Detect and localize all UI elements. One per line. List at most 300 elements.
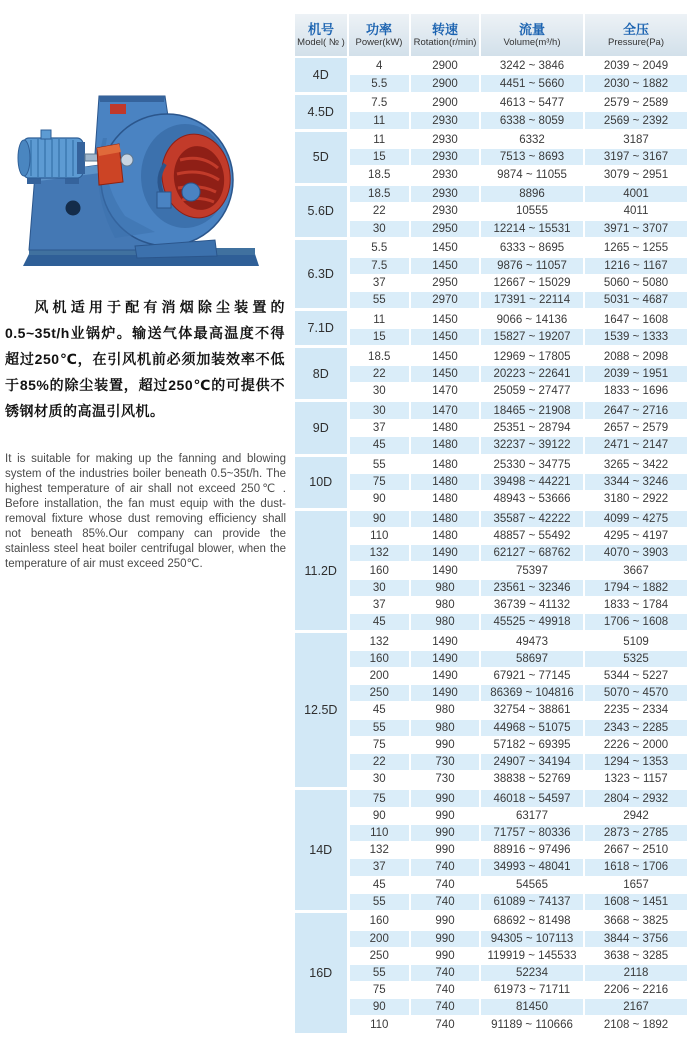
volume-cell: 35587 ~ 42222 [480, 509, 584, 527]
description-chinese: 风机适用于配有消烟除尘装置的0.5~35t/h业锅炉。输送气体最高温度不得超过250℃，在引风机前必须加装效率不低于85%的除尘装置，超过250℃的可提供不锈钢材质的高温引风机。 [5, 299, 285, 419]
rotation-cell: 2900 [410, 57, 480, 75]
spec-row [294, 382, 688, 400]
power-cell: 55 [348, 965, 410, 982]
spec-row [294, 912, 688, 930]
rotation-cell: 730 [410, 770, 480, 788]
spec-row [294, 753, 688, 770]
column-header-0: 机号 Model( № ) [294, 13, 348, 57]
volume-cell: 91189 ~ 110666 [480, 1016, 584, 1034]
power-cell: 30 [348, 770, 410, 788]
spec-row [294, 632, 688, 650]
spec-row [294, 736, 688, 753]
rotation-cell: 2970 [410, 291, 480, 309]
volume-cell: 61973 ~ 71711 [480, 982, 584, 999]
rotation-cell: 1490 [410, 545, 480, 562]
rotation-cell: 990 [410, 842, 480, 859]
spec-row [294, 685, 688, 702]
volume-cell: 6332 [480, 130, 584, 148]
power-cell: 37 [348, 419, 410, 436]
column-header-4: 全压 Pressure(Pa) [584, 13, 688, 57]
rotation-cell: 1470 [410, 401, 480, 419]
spec-row [294, 347, 688, 365]
volume-cell: 81450 [480, 999, 584, 1016]
pressure-cell: 2088 ~ 2098 [584, 347, 688, 365]
pressure-cell: 5109 [584, 632, 688, 650]
volume-cell: 12667 ~ 15029 [480, 274, 584, 291]
volume-cell: 17391 ~ 22114 [480, 291, 584, 309]
pressure-cell: 4001 [584, 184, 688, 202]
pressure-cell: 1323 ~ 1157 [584, 770, 688, 788]
power-cell: 18.5 [348, 347, 410, 365]
pressure-cell: 2579 ~ 2589 [584, 93, 688, 111]
power-cell: 22 [348, 365, 410, 382]
rotation-cell: 990 [410, 947, 480, 964]
spec-table [293, 12, 689, 1034]
spec-row [294, 310, 688, 328]
pressure-cell: 3667 [584, 562, 688, 579]
pressure-cell: 2667 ~ 2510 [584, 842, 688, 859]
rotation-cell: 2930 [410, 166, 480, 184]
volume-cell: 34993 ~ 48041 [480, 859, 584, 876]
pressure-cell: 5325 [584, 650, 688, 667]
pressure-cell: 3197 ~ 3167 [584, 149, 688, 166]
rotation-cell: 1480 [410, 455, 480, 473]
power-cell: 110 [348, 528, 410, 545]
volume-cell: 23561 ~ 32346 [480, 579, 584, 596]
rotation-cell: 990 [410, 789, 480, 807]
rotation-cell: 1450 [410, 365, 480, 382]
pressure-cell: 5344 ~ 5227 [584, 668, 688, 685]
volume-cell: 75397 [480, 562, 584, 579]
pressure-cell: 1608 ~ 1451 [584, 893, 688, 911]
pressure-cell: 4070 ~ 3903 [584, 545, 688, 562]
spec-row [294, 579, 688, 596]
volume-cell: 49473 [480, 632, 584, 650]
power-cell: 55 [348, 893, 410, 911]
spec-row [294, 702, 688, 719]
pressure-cell: 1539 ~ 1333 [584, 328, 688, 346]
spec-row [294, 455, 688, 473]
rotation-cell: 980 [410, 719, 480, 736]
power-cell: 15 [348, 328, 410, 346]
volume-cell: 46018 ~ 54597 [480, 789, 584, 807]
power-cell: 55 [348, 455, 410, 473]
volume-cell: 61089 ~ 74137 [480, 893, 584, 911]
rotation-cell: 740 [410, 893, 480, 911]
rotation-cell: 2950 [410, 220, 480, 238]
volume-cell: 119919 ~ 145533 [480, 947, 584, 964]
spec-row [294, 596, 688, 613]
model-cell-4D: 4D [294, 57, 348, 93]
spec-row [294, 719, 688, 736]
model-cell-5D: 5D [294, 130, 348, 184]
rotation-cell: 2900 [410, 75, 480, 93]
power-cell: 37 [348, 859, 410, 876]
rotation-cell: 990 [410, 825, 480, 842]
pressure-cell: 1657 [584, 876, 688, 893]
spec-row [294, 57, 688, 75]
pressure-cell: 4011 [584, 203, 688, 220]
rotation-cell: 2930 [410, 149, 480, 166]
power-cell: 75 [348, 982, 410, 999]
rotation-cell: 1490 [410, 668, 480, 685]
rotation-cell: 2930 [410, 184, 480, 202]
power-cell: 45 [348, 876, 410, 893]
volume-cell: 63177 [480, 807, 584, 824]
model-cell-11.2D: 11.2D [294, 509, 348, 632]
model-cell-4.5D: 4.5D [294, 93, 348, 130]
power-cell: 5.5 [348, 75, 410, 93]
rotation-cell: 1480 [410, 509, 480, 527]
pressure-cell: 2804 ~ 2932 [584, 789, 688, 807]
volume-cell: 25351 ~ 28794 [480, 419, 584, 436]
rotation-cell: 1450 [410, 257, 480, 274]
description-english: It is suitable for making up the fanning and blowing system of the industries boiler beneath 0.5~35t/h. The highest temperature of air shall not exceed 250℃ . Before installation, the fan must equip with the dust-removal fixture whose dust removing efficiency shall not beneath 85%.Our company can provide the stainless steel heat boiler centrifugal blower, when the temperature of air must exceed 250℃. [5, 453, 286, 570]
spec-row [294, 807, 688, 824]
power-cell: 55 [348, 291, 410, 309]
rotation-cell: 980 [410, 579, 480, 596]
pressure-cell: 3971 ~ 3707 [584, 220, 688, 238]
power-cell: 30 [348, 579, 410, 596]
volume-cell: 9876 ~ 11057 [480, 257, 584, 274]
power-cell: 132 [348, 632, 410, 650]
volume-cell: 18465 ~ 21908 [480, 401, 584, 419]
spec-row [294, 613, 688, 631]
pressure-cell: 2343 ~ 2285 [584, 719, 688, 736]
spec-row [294, 770, 688, 788]
spec-row [294, 876, 688, 893]
volume-cell: 20223 ~ 22641 [480, 365, 584, 382]
volume-cell: 3242 ~ 3846 [480, 57, 584, 75]
model-cell-16D: 16D [294, 912, 348, 1034]
power-cell: 4 [348, 57, 410, 75]
rotation-cell: 2900 [410, 93, 480, 111]
pressure-cell: 2942 [584, 807, 688, 824]
rotation-cell: 1470 [410, 382, 480, 400]
model-cell-9D: 9D [294, 401, 348, 455]
volume-cell: 44968 ~ 51075 [480, 719, 584, 736]
model-cell-5.6D: 5.6D [294, 184, 348, 238]
column-header-1: 功率 Power(kW) [348, 13, 410, 57]
power-cell: 11 [348, 310, 410, 328]
spec-row [294, 437, 688, 455]
rotation-cell: 1480 [410, 474, 480, 491]
rotation-cell: 1490 [410, 650, 480, 667]
pressure-cell: 2167 [584, 999, 688, 1016]
pressure-cell: 1294 ~ 1353 [584, 753, 688, 770]
power-cell: 18.5 [348, 166, 410, 184]
pressure-cell: 3638 ~ 3285 [584, 947, 688, 964]
pressure-cell: 3265 ~ 3422 [584, 455, 688, 473]
spec-row [294, 789, 688, 807]
power-cell: 160 [348, 912, 410, 930]
pressure-cell: 5031 ~ 4687 [584, 291, 688, 309]
volume-cell: 48857 ~ 55492 [480, 528, 584, 545]
rotation-cell: 740 [410, 999, 480, 1016]
volume-cell: 58697 [480, 650, 584, 667]
spec-row [294, 509, 688, 527]
spec-row [294, 291, 688, 309]
volume-cell: 9066 ~ 14136 [480, 310, 584, 328]
power-cell: 250 [348, 685, 410, 702]
pressure-cell: 2118 [584, 965, 688, 982]
power-cell: 160 [348, 650, 410, 667]
rotation-cell: 740 [410, 859, 480, 876]
power-cell: 200 [348, 668, 410, 685]
volume-cell: 52234 [480, 965, 584, 982]
spec-row [294, 257, 688, 274]
power-cell: 30 [348, 382, 410, 400]
rotation-cell: 2950 [410, 274, 480, 291]
rotation-cell: 1450 [410, 239, 480, 257]
rotation-cell: 1450 [410, 328, 480, 346]
power-cell: 45 [348, 437, 410, 455]
pressure-cell: 2039 ~ 1951 [584, 365, 688, 382]
volume-cell: 48943 ~ 53666 [480, 491, 584, 509]
spec-row [294, 220, 688, 238]
rotation-cell: 1450 [410, 347, 480, 365]
rotation-cell: 1480 [410, 437, 480, 455]
volume-cell: 57182 ~ 69395 [480, 736, 584, 753]
volume-cell: 67921 ~ 77145 [480, 668, 584, 685]
volume-cell: 9874 ~ 11055 [480, 166, 584, 184]
spec-row [294, 545, 688, 562]
model-cell-10D: 10D [294, 455, 348, 509]
power-cell: 132 [348, 842, 410, 859]
fan-label [110, 104, 126, 114]
pressure-cell: 1647 ~ 1608 [584, 310, 688, 328]
rotation-cell: 730 [410, 753, 480, 770]
volume-cell: 10555 [480, 203, 584, 220]
rotation-cell: 990 [410, 930, 480, 947]
volume-cell: 54565 [480, 876, 584, 893]
spec-row [294, 562, 688, 579]
pressure-cell: 2569 ~ 2392 [584, 112, 688, 130]
model-cell-14D: 14D [294, 789, 348, 912]
power-cell: 7.5 [348, 257, 410, 274]
power-cell: 11 [348, 112, 410, 130]
spec-row [294, 112, 688, 130]
spec-row [294, 474, 688, 491]
rotation-cell: 2930 [410, 203, 480, 220]
power-cell: 110 [348, 825, 410, 842]
rotation-cell: 2930 [410, 112, 480, 130]
volume-cell: 7513 ~ 8693 [480, 149, 584, 166]
spec-row [294, 1016, 688, 1034]
rotation-cell: 1480 [410, 419, 480, 436]
power-cell: 75 [348, 789, 410, 807]
rotation-cell: 1450 [410, 310, 480, 328]
pressure-cell: 1706 ~ 1608 [584, 613, 688, 631]
pressure-cell: 4295 ~ 4197 [584, 528, 688, 545]
spec-row [294, 965, 688, 982]
power-cell: 37 [348, 596, 410, 613]
power-cell: 90 [348, 509, 410, 527]
power-cell: 90 [348, 807, 410, 824]
pressure-cell: 2206 ~ 2216 [584, 982, 688, 999]
pressure-cell: 2226 ~ 2000 [584, 736, 688, 753]
pressure-cell: 2657 ~ 2579 [584, 419, 688, 436]
spec-row [294, 999, 688, 1016]
model-cell-8D: 8D [294, 347, 348, 401]
pressure-cell: 1794 ~ 1882 [584, 579, 688, 596]
pressure-cell: 3180 ~ 2922 [584, 491, 688, 509]
volume-cell: 25059 ~ 27477 [480, 382, 584, 400]
pressure-cell: 5060 ~ 5080 [584, 274, 688, 291]
volume-cell: 8896 [480, 184, 584, 202]
power-cell: 30 [348, 401, 410, 419]
rotation-cell: 990 [410, 807, 480, 824]
fan-product-image [15, 88, 277, 282]
pressure-cell: 3344 ~ 3246 [584, 474, 688, 491]
spec-row [294, 491, 688, 509]
spec-row [294, 419, 688, 436]
volume-cell: 12214 ~ 15531 [480, 220, 584, 238]
volume-cell: 39498 ~ 44221 [480, 474, 584, 491]
power-cell: 45 [348, 702, 410, 719]
volume-cell: 4451 ~ 5660 [480, 75, 584, 93]
power-cell: 5.5 [348, 239, 410, 257]
fan-image-svg [15, 88, 277, 282]
spec-row [294, 365, 688, 382]
pressure-cell: 2030 ~ 1882 [584, 75, 688, 93]
power-cell: 55 [348, 719, 410, 736]
power-cell: 7.5 [348, 93, 410, 111]
rotation-cell: 740 [410, 1016, 480, 1034]
column-header-2: 转速 Rotation(r/min) [410, 13, 480, 57]
spec-row [294, 184, 688, 202]
power-cell: 75 [348, 474, 410, 491]
volume-cell: 24907 ~ 34194 [480, 753, 584, 770]
volume-cell: 36739 ~ 41132 [480, 596, 584, 613]
rotation-cell: 2930 [410, 130, 480, 148]
rotation-cell: 740 [410, 965, 480, 982]
rotation-cell: 1490 [410, 632, 480, 650]
power-cell: 200 [348, 930, 410, 947]
volume-cell: 68692 ~ 81498 [480, 912, 584, 930]
power-cell: 132 [348, 545, 410, 562]
power-cell: 22 [348, 203, 410, 220]
spec-row [294, 930, 688, 947]
pressure-cell: 1618 ~ 1706 [584, 859, 688, 876]
pressure-cell: 1216 ~ 1167 [584, 257, 688, 274]
pressure-cell: 1265 ~ 1255 [584, 239, 688, 257]
volume-cell: 32237 ~ 39122 [480, 437, 584, 455]
volume-cell: 94305 ~ 107113 [480, 930, 584, 947]
volume-cell: 25330 ~ 34775 [480, 455, 584, 473]
pressure-cell: 2235 ~ 2334 [584, 702, 688, 719]
spec-row [294, 825, 688, 842]
volume-cell: 4613 ~ 5477 [480, 93, 584, 111]
volume-cell: 38838 ~ 52769 [480, 770, 584, 788]
model-cell-12.5D: 12.5D [294, 632, 348, 789]
spec-row [294, 842, 688, 859]
pressure-cell: 3668 ~ 3825 [584, 912, 688, 930]
volume-cell: 6338 ~ 8059 [480, 112, 584, 130]
volume-cell: 71757 ~ 80336 [480, 825, 584, 842]
rotation-cell: 740 [410, 876, 480, 893]
pressure-cell: 2647 ~ 2716 [584, 401, 688, 419]
spec-row [294, 650, 688, 667]
spec-row [294, 166, 688, 184]
pressure-cell: 3844 ~ 3756 [584, 930, 688, 947]
pressure-cell: 3187 [584, 130, 688, 148]
pressure-cell: 1833 ~ 1784 [584, 596, 688, 613]
model-cell-6.3D: 6.3D [294, 239, 348, 310]
pressure-cell: 4099 ~ 4275 [584, 509, 688, 527]
spec-row [294, 130, 688, 148]
rotation-cell: 980 [410, 702, 480, 719]
spec-table-container [293, 12, 687, 1034]
model-cell-7.1D: 7.1D [294, 310, 348, 347]
volume-cell: 15827 ~ 19207 [480, 328, 584, 346]
spec-row [294, 528, 688, 545]
spec-row [294, 668, 688, 685]
power-cell: 11 [348, 130, 410, 148]
spec-row [294, 982, 688, 999]
volume-cell: 45525 ~ 49918 [480, 613, 584, 631]
pressure-cell: 3079 ~ 2951 [584, 166, 688, 184]
power-cell: 37 [348, 274, 410, 291]
pressure-cell: 2039 ~ 2049 [584, 57, 688, 75]
spec-row [294, 203, 688, 220]
rotation-cell: 980 [410, 613, 480, 631]
rotation-cell: 990 [410, 736, 480, 753]
power-cell: 22 [348, 753, 410, 770]
volume-cell: 62127 ~ 68762 [480, 545, 584, 562]
power-cell: 110 [348, 1016, 410, 1034]
column-header-3: 流量 Volume(m³/h) [480, 13, 584, 57]
spec-row [294, 859, 688, 876]
volume-cell: 88916 ~ 97496 [480, 842, 584, 859]
pressure-cell: 2471 ~ 2147 [584, 437, 688, 455]
rotation-cell: 1480 [410, 491, 480, 509]
power-cell: 250 [348, 947, 410, 964]
volume-cell: 6333 ~ 8695 [480, 239, 584, 257]
rotation-cell: 990 [410, 912, 480, 930]
spec-row [294, 401, 688, 419]
rotation-cell: 1490 [410, 562, 480, 579]
spec-row [294, 893, 688, 911]
rotation-cell: 1490 [410, 685, 480, 702]
rotation-cell: 980 [410, 596, 480, 613]
pressure-cell: 1833 ~ 1696 [584, 382, 688, 400]
power-cell: 90 [348, 491, 410, 509]
rotation-cell: 740 [410, 982, 480, 999]
spec-row [294, 947, 688, 964]
spec-row [294, 328, 688, 346]
volume-cell: 32754 ~ 38861 [480, 702, 584, 719]
pressure-cell: 5070 ~ 4570 [584, 685, 688, 702]
power-cell: 90 [348, 999, 410, 1016]
power-cell: 15 [348, 149, 410, 166]
power-cell: 30 [348, 220, 410, 238]
spec-row [294, 75, 688, 93]
spec-row [294, 93, 688, 111]
spec-row [294, 274, 688, 291]
volume-cell: 12969 ~ 17805 [480, 347, 584, 365]
power-cell: 75 [348, 736, 410, 753]
spec-row [294, 239, 688, 257]
power-cell: 45 [348, 613, 410, 631]
rotation-cell: 1480 [410, 528, 480, 545]
pressure-cell: 2873 ~ 2785 [584, 825, 688, 842]
pressure-cell: 2108 ~ 1892 [584, 1016, 688, 1034]
spec-row [294, 149, 688, 166]
volume-cell: 86369 ~ 104816 [480, 685, 584, 702]
power-cell: 160 [348, 562, 410, 579]
power-cell: 18.5 [348, 184, 410, 202]
